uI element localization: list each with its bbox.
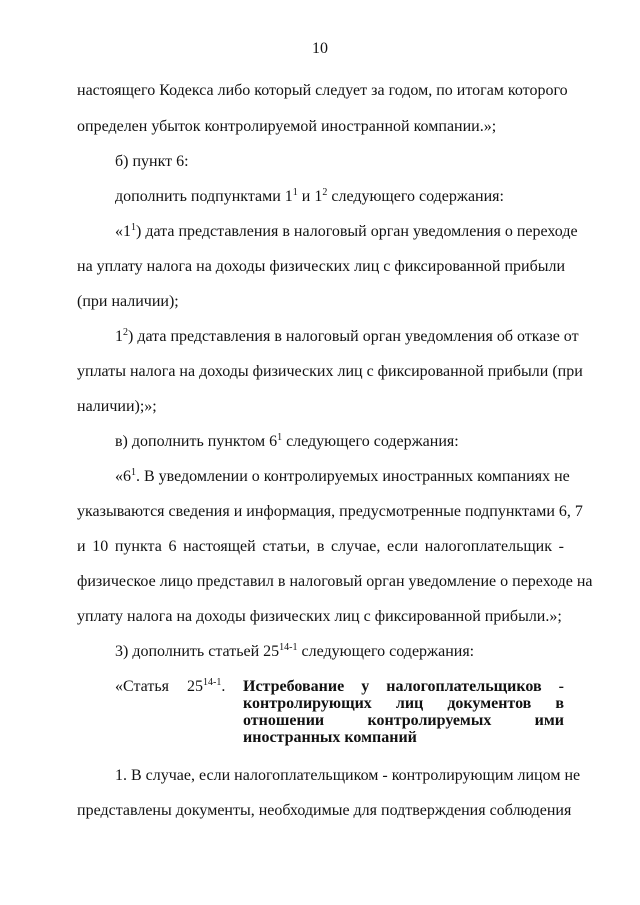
text-line: 3) дополнить статьей 25$^{14-1}$ следующего содержания:	[115, 642, 475, 660]
text-line: определен убыток контролируемой иностранной компании.»;	[77, 118, 497, 135]
text-line: в) дополнить пунктом $6^1$ следующего содержания:	[115, 432, 459, 450]
article-number: 25$^{14-1}$.	[187, 677, 226, 695]
text-line: физическое лицо представил в налоговый орган уведомление о переходе на	[77, 573, 593, 590]
text-line: «$6^1$. В уведомлении о контролируемых иностранных компаниях не	[115, 467, 570, 485]
text-line: уплаты налога на доходы физических лиц с фиксированной прибыли (при	[77, 363, 583, 380]
text-line: и 10 пункта 6 настоящей статьи, в случае, если налогоплательщик -	[77, 538, 564, 555]
article-word: «Статья	[115, 678, 169, 695]
article-title-line: иностранных компаний	[243, 729, 417, 746]
text-line: указываются сведения и информация, предусмотренные подпунктами 6, 7	[77, 503, 583, 520]
text-line: наличии);»;	[77, 398, 157, 415]
text-line: на уплату налога на доходы физических лиц с фиксированной прибыли	[77, 258, 566, 275]
text-line: уплату налога на доходы физических лиц с фиксированной прибыли.»;	[77, 608, 562, 625]
text-line: $1^2$) дата представления в налоговый орган уведомления об отказе от	[115, 327, 579, 345]
article-title-line: отношении контролируемых ими	[243, 712, 564, 729]
text-line: (при наличии);	[77, 293, 179, 310]
text-line: б) пункт 6:	[115, 153, 189, 170]
article-title-line: контролирующих лиц документов в	[243, 695, 564, 712]
text-line: представлены документы, необходимые для подтверждения соблюдения	[77, 802, 572, 819]
article-title-line: Истребование у налогоплательщиков -	[243, 678, 564, 695]
text-line: настоящего Кодекса либо который следует за годом, по итогам которого	[77, 82, 568, 99]
page-number: 10	[312, 40, 328, 57]
text-line: «$1^1$) дата представления в налоговый орган уведомления о переходе	[115, 222, 578, 240]
text-line: 1. В случае, если налогоплательщиком - контролирующим лицом не	[115, 767, 581, 784]
text-line: дополнить подпунктами $1^1$ и $1^2$ следующего содержания:	[115, 187, 504, 205]
